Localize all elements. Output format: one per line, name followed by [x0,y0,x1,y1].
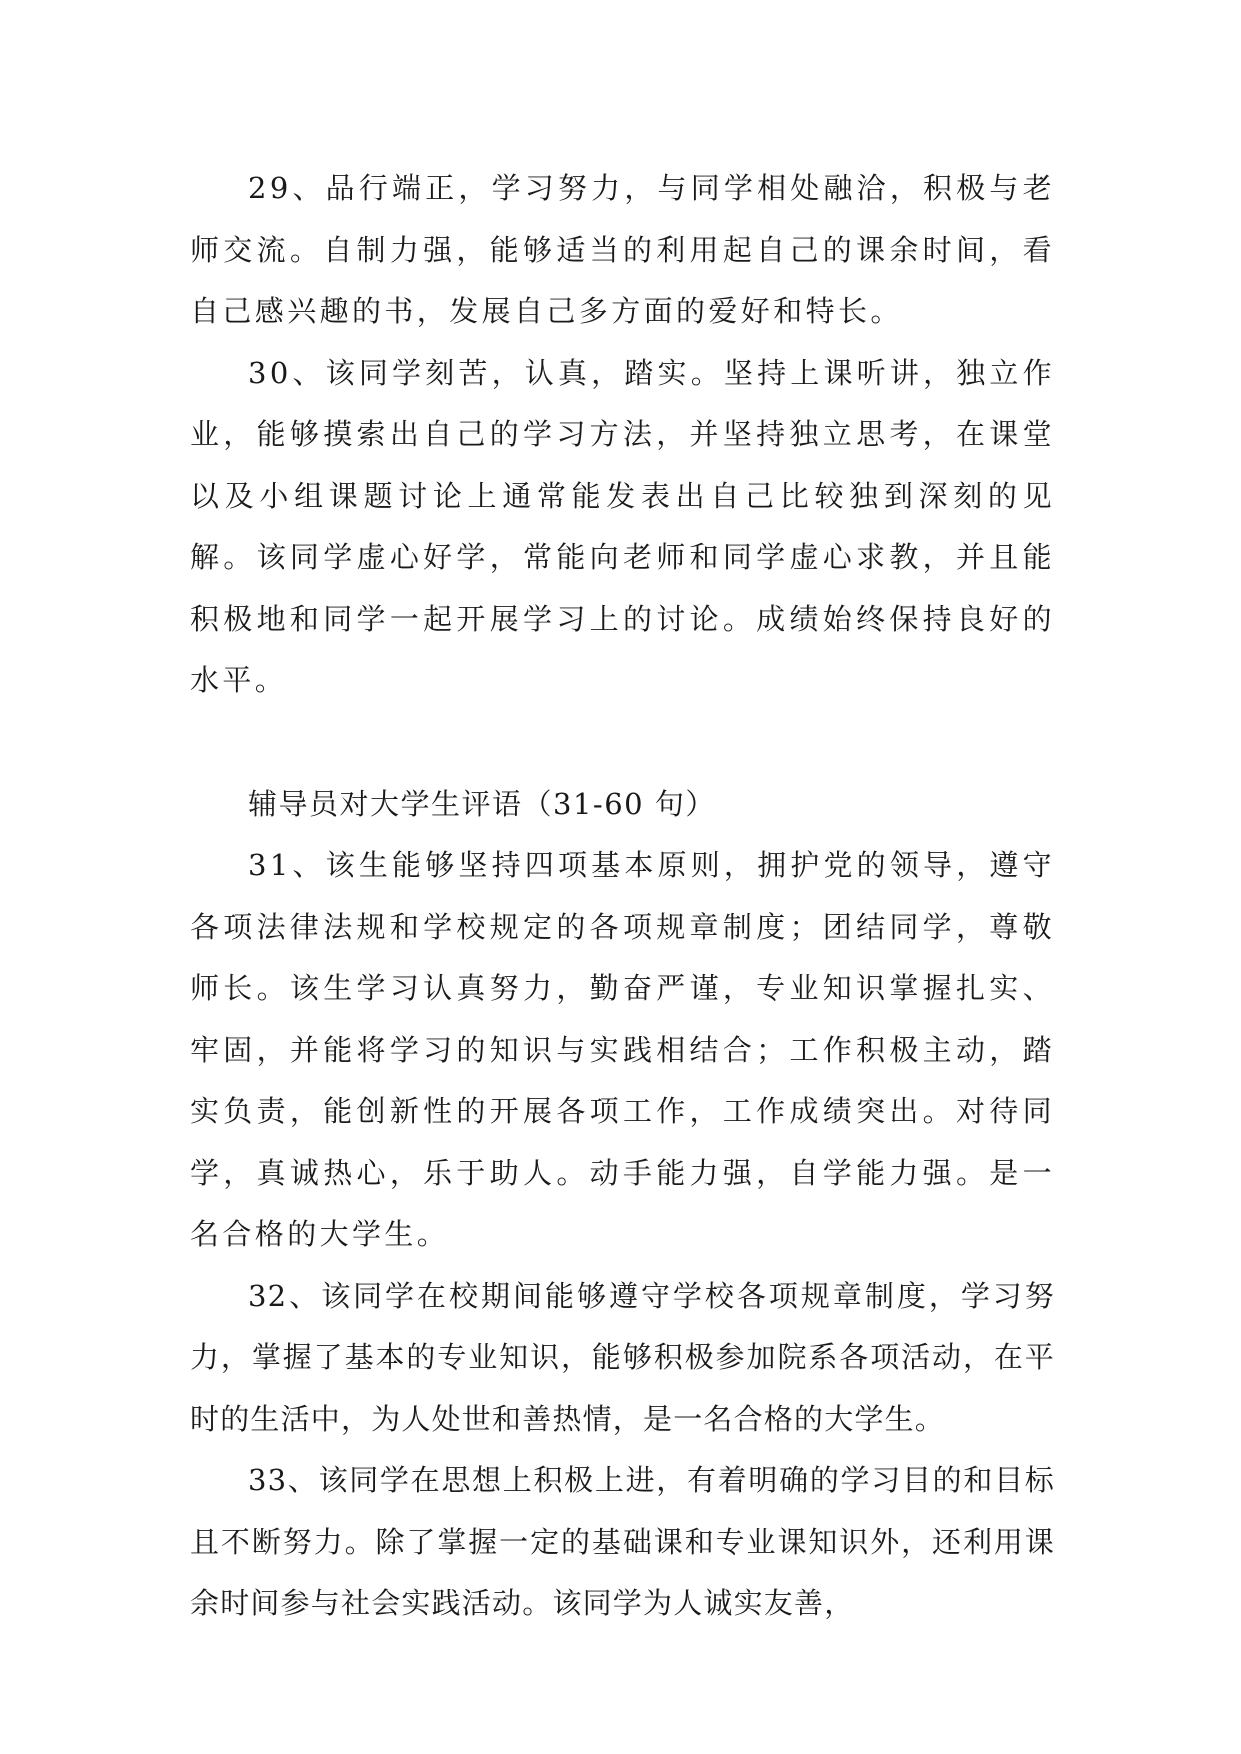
paragraph-31: 31、该生能够坚持四项基本原则，拥护党的领导，遵守各项法律法规和学校规定的各项规章制度；团结同学，尊敬师长。该生学习认真努力，勤奋严谨，专业知识掌握扎实、牢固，并能将学习的知识与实践相结合；工作积极主动，踏实负责，能创新性的开展各项工作，工作成绩突出。对待同学，真诚热心，乐于助人。动手能力强，自学能力强。是一名合格的大学生。 [190,848,1055,1251]
paragraph-33: 33、该同学在思想上积极上进，有着明确的学习目的和目标且不断努力。除了掌握一定的基础课和专业课知识外，还利用课余时间参与社会实践活动。该同学为人诚实友善， [190,1463,1055,1620]
paragraph-32: 32、该同学在校期间能够遵守学校各项规章制度，学习努力，掌握了基本的专业知识，能够积极参加院系各项活动，在平时的生活中，为人处世和善热情，是一名合格的大学生。 [190,1278,1055,1436]
paragraph-30: 30、该同学刻苦，认真，踏实。坚持上课听讲，独立作业，能够摸索出自己的学习方法，并坚持独立思考，在课堂以及小组课题讨论上通常能发表出自己比较独到深刻的见解。该同学虚心好学，常能向老师和同学虚心求教，并且能积极地和同学一起开展学习上的讨论。成绩始终保持良好的水平。 [190,355,1055,697]
section-heading: 辅导员对大学生评语（31-60 句） [248,786,716,821]
paragraph-29: 29、品行端正，学习努力，与同学相处融洽，积极与老师交流。自制力强，能够适当的利用起自己的课余时间，看自己感兴趣的书，发展自己多方面的爱好和特长。 [190,171,1055,328]
document-body [190,158,1055,1635]
